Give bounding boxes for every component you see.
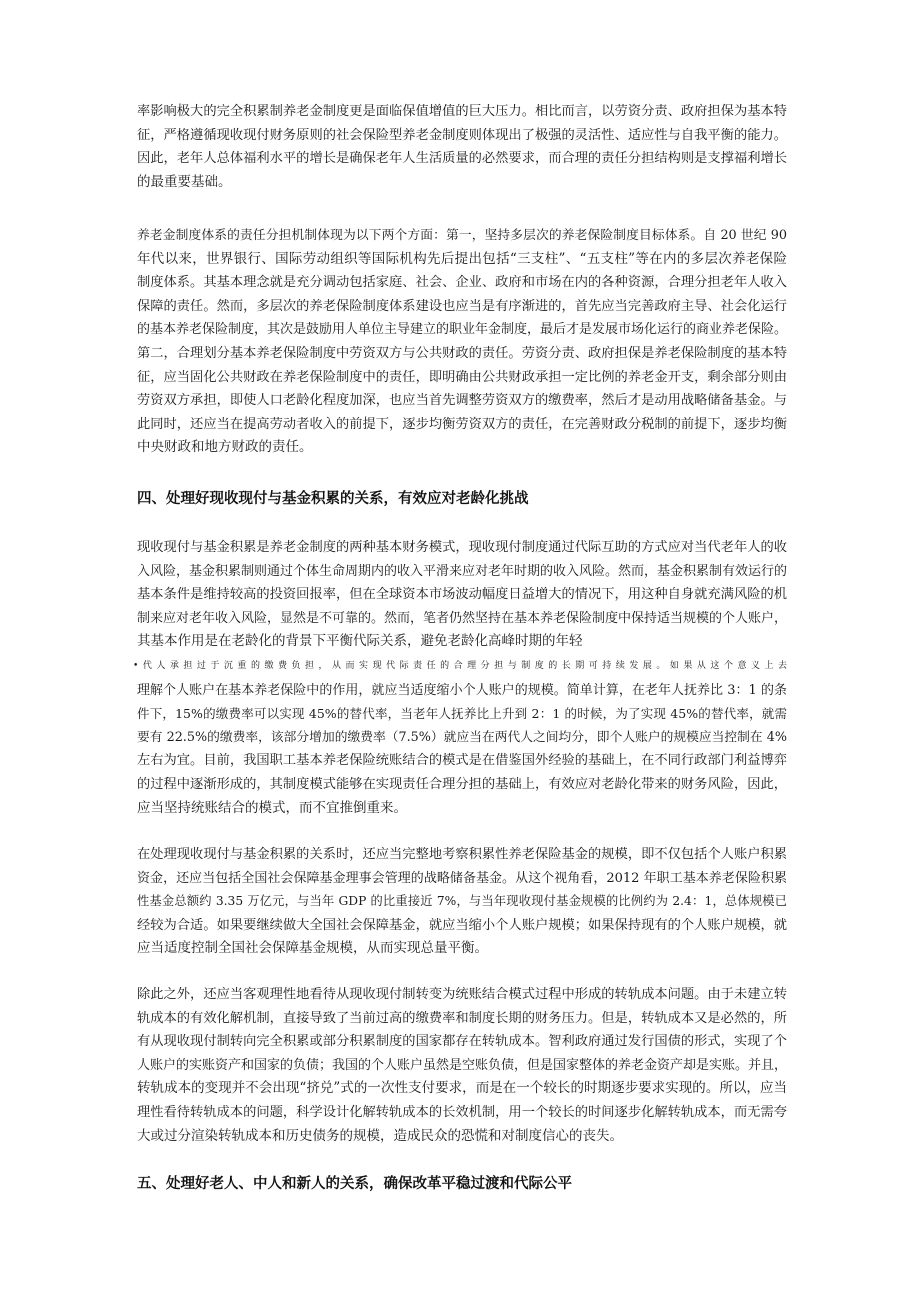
text-line: 有从现收现付制转向完全积累或部分积累制度的国家都存在转轨成本。智利政府通过发行国债的形式，实现了个 (137, 1034, 787, 1050)
text-line: 的基本养老保险制度，其次是鼓励用人单位主导建立的职业年金制度，最后才是发展市场化运行的商业养老保险。 (137, 322, 788, 338)
paragraph-6 (137, 983, 787, 1148)
text-line: 资金，还应当包括全国社会保障基金理事会管理的战略储备基金。从这个视角看，2012 年职工基本养老保险积累 (137, 870, 787, 886)
text-line: 理解个人账户在基本养老保险中的作用，就应当适度缩小个人账户的规模。简单计算，在老年人抚养比 3：1 的条 (137, 682, 787, 698)
text-line: 养老金制度体系的责任分担机制体现为以下两个方面：第一，坚持多层次的养老保险制度目标体系。自 20 世纪 90 (137, 228, 787, 243)
text-line: 件下，15%的缴费率可以实现 45%的替代率，当老年人抚养比上升到 2：1 的时候，为了实现 45%的替代率，就需 (137, 706, 787, 722)
text-line: 制度体系。其基本理念就是充分调动包括家庭、社会、企业、政府和市场在内的各种资源，合理分担老年人收入 (137, 275, 787, 291)
text-line: 理性看待转轨成本的问题，科学设计化解转轨成本的长效机制，用一个较长的时间逐步化解转轨成本，而无需夸 (137, 1104, 787, 1120)
text-line: 基本条件是维持较高的投资回报率，但在全球资本市场波动幅度日益增大的情况下，用这种自身就充满风险的机 (137, 587, 787, 603)
text-line: 现收现付与基金积累是养老金制度的两种基本财务模式，现收现付制度通过代际互助的方式应对当代老年人的收 (137, 540, 787, 555)
paragraph-3 (137, 536, 787, 654)
text-line: 其基本作用是在老龄化的背景下平衡代际关系，避免老龄化高峰时期的年轻 (137, 633, 583, 650)
text-line: 在处理现收现付与基金积累的关系时，还应当完整地考察积累性养老保险基金的规模，即不仅包括个人账户积累 (137, 847, 787, 862)
paragraph-1 (137, 100, 787, 194)
text-line: 的过程中逐渐形成的，其制度模式能够在实现责任合理分担的基础上，有效应对老龄化带来的财务风险，因此， (137, 776, 787, 792)
text-line: 征，应当固化公共财政在养老保险制度中的责任，即明确由公共财政承担一定比例的养老金开支，剩余部分则由 (137, 369, 787, 385)
paragraph-5 (137, 843, 787, 961)
text-line: 人账户的实账资产和国家的负债；我国的个人账户虽然是空账负债，但是国家整体的养老金资产却是实账。并且， (137, 1057, 788, 1073)
text-line: 应当坚持统账结合的模式，而不宜推倒重来。 (137, 799, 407, 816)
text-line: 轨成本的有效化解机制，直接导致了当前过高的缴费率和制度长期的财务压力。但是，转轨成本又是必然的，所 (137, 1010, 787, 1026)
text-line: 经较为合适。如果要继续做大全国社会保障基金，就应当缩小个人账户规模；如果保持现有的个人账户规模，就 (137, 917, 787, 933)
paragraph-2 (137, 224, 787, 460)
text-line: 年代以来，世界银行、国际劳动组织等国际机构先后提出包括“三支柱”、“五支柱”等在内的多层次养老保险 (137, 250, 787, 267)
text-line: •代人承担过于沉重的缴费负担，从而实现代际责任的合理分担与制度的长期可持续发展。如果从这个意义上去 (133, 661, 787, 671)
text-line: 劳资双方承担，即使人口老龄化程度加深，也应当首先调整劳资双方的缴费率，然后才是动用战略储备基金。与 (137, 393, 787, 409)
text-line: 大或过分渲染转轨成本和历史债务的规模，造成民众的恐慌和对制度信心的丧失。 (137, 1127, 623, 1144)
text-line: 中央财政和地方财政的责任。 (137, 439, 313, 456)
paragraph-4 (133, 655, 787, 820)
text-line: 左右为宜。目前，我国职工基本养老保险统账结合的模式是在借鉴国外经验的基础上，在不同行政部门利益博弈 (137, 753, 787, 769)
text-line: 入风险，基金积累制则通过个体生命周期内的收入平滑来应对老年时期的收入风险。然而，基金积累制有效运行的 (137, 563, 788, 579)
text-line: 性基金总额约 3.35 万亿元，与当年 GDP 的比重接近 7%，与当年现收现付基金规模的比例约为 2.4：1，总体规模已 (137, 894, 787, 909)
text-line: 转轨成本的变现并不会出现“挤兑”式的一次性支付要求，而是在一个较长的时期逐步要求实现的。所以，应当 (137, 1080, 787, 1097)
text-line: 第二，合理划分基本养老保险制度中劳资双方与公共财政的责任。劳资分责、政府担保是养老保险制度的基本特 (137, 345, 787, 361)
text-line: 率影响极大的完全积累制养老金制度更是面临保值增值的巨大压力。相比而言，以劳资分责、政府担保为基本特 (137, 104, 787, 119)
text-line: 要有 22.5%的缴费率，该部分增加的缴费率（7.5%）就应当在两代人之间均分，即个人账户的规模应当控制在 4% (137, 729, 787, 745)
text-line: 保障的责任。然而，多层次的养老保险制度体系建设也应当是有序渐进的，首先应当完善政府主导、社会化运行 (137, 298, 787, 314)
text-line: 制来应对老年收入风险，显然是不可靠的。然而，笔者仍然坚持在基本养老保险制度中保持适当规模的个人账户， (137, 610, 788, 626)
text-line: 此同时，还应当在提高劳动者收入的前提下，逐步均衡劳资双方的责任，在完善财政分税制的前提下，逐步均衡 (137, 416, 787, 432)
section-heading-5: 五、处理好老人、中人和新人的关系，确保改革平稳过渡和代际公平 (137, 1176, 572, 1192)
text-line: 因此，老年人总体福利水平的增长是确保老年人生活质量的必然要求，而合理的责任分担结构则是支撑福利增长 (137, 151, 787, 167)
text-line: 除此之外，还应当客观理性地看待从现收现付制转变为统账结合模式过程中形成的转轨成本问题。由于未建立转 (137, 987, 787, 1002)
section-heading-4: 四、处理好现收现付与基金积累的关系，有效应对老龄化挑战 (137, 491, 529, 507)
text-line: 应当适度控制全国社会保障基金规模，从而实现总量平衡。 (137, 940, 488, 957)
text-line: 征，严格遵循现收现付财务原则的社会保险型养老金制度则体现出了极强的灵活性、适应性与自我平衡的能力。 (137, 127, 787, 143)
text-line: 的最重要基础。 (137, 173, 232, 190)
